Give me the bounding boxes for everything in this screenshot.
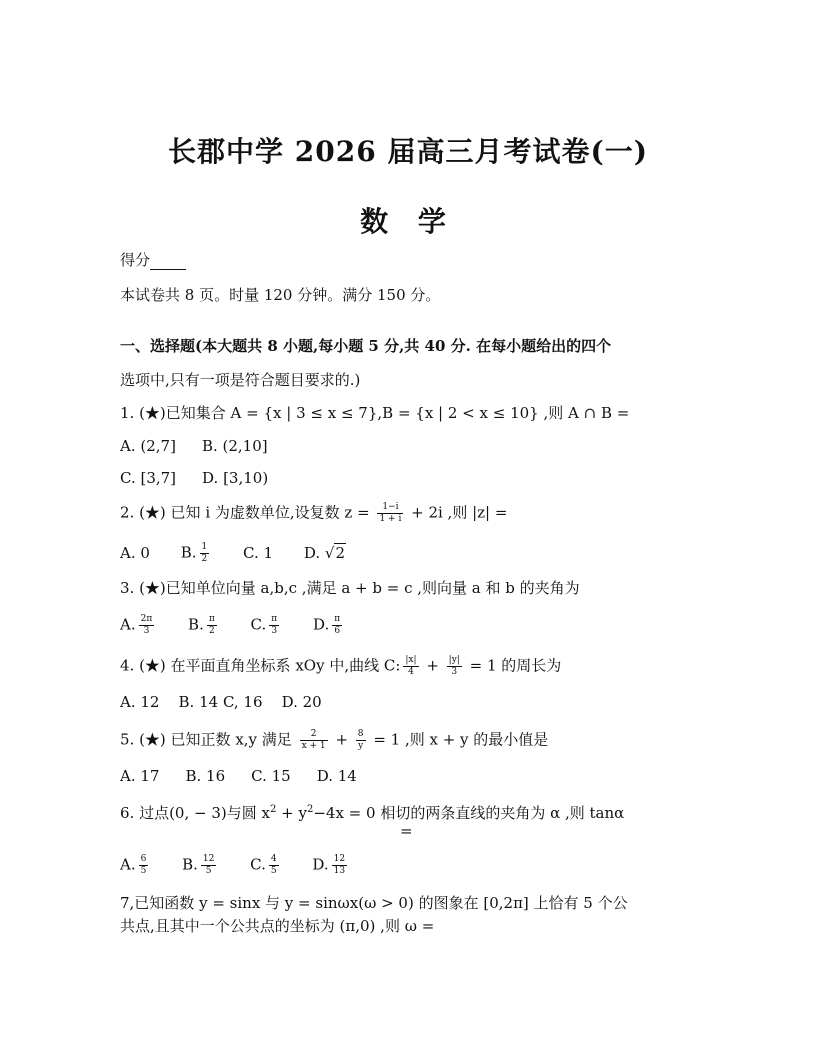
sqrt-symbol: √2 — [324, 543, 345, 562]
q3-option-c-label: C. — [250, 615, 267, 634]
subject-title: 数 学 — [360, 205, 456, 238]
q3-option-b-num: π — [208, 614, 215, 624]
q6-option-a-den: 5 — [140, 866, 147, 876]
question-6-options — [120, 854, 376, 877]
q5-frac-2-num: 8 — [357, 729, 364, 739]
section1-heading-cont: 选项中,只有一项是符合题目要求的.) — [120, 371, 361, 389]
q4-plus: + — [426, 656, 439, 675]
q6-option-a-num: 6 — [140, 854, 147, 864]
q6-option-b — [182, 854, 219, 877]
q2-option-d-radicand: 2 — [335, 543, 345, 562]
q3-option-a-frac — [139, 614, 155, 637]
q6-option-a — [120, 854, 151, 877]
q6-option-b-den: 5 — [205, 866, 212, 876]
q4-post: = 1 的周长为 — [469, 656, 562, 675]
q3-option-b-den: 2 — [208, 626, 215, 636]
q3-option-b-frac — [207, 614, 217, 637]
q3-option-a-den: 3 — [143, 626, 150, 636]
q3-option-d-label: D. — [312, 615, 330, 634]
question-6 — [120, 800, 624, 823]
q1-option-d: D. [3,10) — [202, 469, 269, 487]
q6-option-c-num: 4 — [270, 854, 277, 864]
q3-option-a-label: A. — [120, 615, 136, 634]
score-line — [120, 250, 186, 270]
q6-option-d-label: D. — [312, 855, 329, 874]
q6-sup-2: 2 — [306, 804, 314, 815]
q2-post: + 2i ,则 |z| = — [411, 503, 508, 522]
question-2-options — [120, 542, 372, 565]
question-4 — [120, 655, 561, 678]
q5-frac-2-den: y — [358, 741, 364, 751]
question-5-options — [120, 766, 383, 786]
q6-option-c-label: C. — [250, 855, 266, 874]
q2-option-b-num: 1 — [201, 542, 208, 552]
q4-pre: 4. (★) 在平面直角坐标系 xOy 中,曲线 C: — [120, 656, 401, 675]
q3-option-a-num: 2π — [140, 614, 153, 624]
q5-frac-1-num: 2 — [300, 729, 328, 741]
q2-option-b-label: B. — [180, 543, 197, 562]
q4-frac-1 — [403, 655, 418, 678]
q2-option-a: A. 0 — [120, 543, 150, 562]
q5-option-d: D. 14 — [316, 767, 357, 785]
q2-fraction — [377, 502, 403, 525]
q1-option-a: A. (2,7] — [120, 437, 176, 455]
q6-option-b-label: B. — [182, 855, 198, 874]
q4-frac-2 — [447, 655, 462, 678]
exam-title: 长郡中学 2026 届高三月考试卷(一) — [168, 135, 648, 168]
q3-option-d — [313, 614, 345, 637]
question-4-options: A. 12 B. 14 C, 16 D. 20 — [120, 693, 322, 711]
section1-heading: 一、选择题(本大题共 8 小题,每小题 5 分,共 40 分. 在每小题给出的四个 — [120, 337, 612, 355]
q2-option-b — [181, 542, 213, 565]
q6-option-d-den: 13 — [333, 866, 346, 876]
q6-option-d-num: 12 — [333, 854, 346, 864]
q2-option-c: C. 1 — [243, 543, 274, 562]
q2-option-d-label: D. — [303, 543, 321, 562]
q3-option-c — [251, 614, 283, 637]
q3-option-d-num: π — [334, 614, 341, 624]
q2-frac-den: 1 + i — [379, 514, 402, 524]
q6-option-c-frac — [269, 854, 279, 877]
question-5 — [120, 729, 548, 752]
question-2 — [120, 502, 507, 525]
q2-frac-num: 1−i — [377, 502, 403, 514]
q3-option-c-frac — [269, 614, 279, 637]
question-1: 1. (★)已知集合 A = {x | 3 ≤ x ≤ 7},B = {x | 2 < x ≤ 10} ,则 A ∩ B = — [120, 404, 630, 422]
q5-plus: + — [335, 730, 349, 749]
q6-option-c-den: 5 — [270, 866, 277, 876]
q6-text-b: + y — [276, 804, 307, 822]
q5-frac-2 — [356, 729, 366, 752]
q6-text-c: −4x = 0 相切的两条直线的夹角为 α ,则 tanα — [313, 804, 625, 822]
q5-option-b: B. 16 — [185, 767, 226, 785]
q6-option-a-label: A. — [120, 855, 136, 874]
q6-equals: = — [400, 822, 413, 840]
q5-frac-1 — [300, 729, 328, 752]
q6-option-d-frac — [332, 854, 347, 877]
q4-frac-2-num: |y| — [448, 655, 460, 665]
question-1-options-row1 — [120, 436, 294, 456]
q3-option-d-den: 6 — [334, 626, 341, 636]
q1-option-b: B. (2,10] — [201, 437, 268, 455]
q3-option-c-den: 3 — [271, 626, 278, 636]
q5-post: = 1 ,则 x + y 的最小值是 — [373, 730, 549, 749]
q6-sup-1: 2 — [269, 804, 277, 815]
q2-option-b-den: 2 — [201, 554, 208, 564]
q5-pre: 5. (★) 已知正数 x,y 满足 — [120, 730, 292, 749]
q2-option-b-frac — [200, 542, 210, 565]
q3-option-a — [120, 614, 157, 637]
q2-option-d — [304, 543, 346, 563]
q6-option-c — [250, 854, 281, 877]
q3-option-b-label: B. — [188, 615, 204, 634]
question-3-options — [120, 614, 371, 637]
score-label: 得分 — [120, 251, 151, 269]
score-blank — [150, 255, 186, 270]
q4-frac-2-den: 3 — [451, 667, 458, 677]
q3-option-d-frac — [332, 614, 342, 637]
q6-text-a: 6. 过点(0, − 3)与圆 x — [120, 804, 270, 822]
exam-info: 本试卷共 8 页。时量 120 分钟。满分 150 分。 — [120, 286, 441, 304]
question-7-line-1: 7,已知函数 y = sinx 与 y = sinωx(ω > 0) 的图象在 [0,2π] 上恰有 5 个公 — [120, 894, 628, 912]
q3-option-c-num: π — [271, 614, 278, 624]
q5-option-a: A. 17 — [120, 767, 160, 785]
q1-option-c: C. [3,7] — [120, 469, 177, 487]
q4-frac-1-den: 4 — [408, 667, 414, 677]
q2-pre: 2. (★) 已知 i 为虚数单位,设复数 z = — [120, 503, 370, 522]
question-1-options-row2 — [120, 468, 294, 488]
q5-option-c: C. 15 — [251, 767, 291, 785]
q6-option-d — [312, 854, 350, 877]
q6-option-a-frac — [139, 854, 149, 877]
q5-frac-1-den: x + 1 — [301, 741, 326, 751]
question-7-line-2: 共点,且其中一个公共点的坐标为 (π,0) ,则 ω = — [120, 917, 435, 935]
q6-option-b-frac — [201, 854, 216, 877]
q4-frac-1-num: |x| — [405, 655, 417, 665]
q6-option-b-num: 12 — [202, 854, 215, 864]
question-3: 3. (★)已知单位向量 a,b,c ,满足 a + b = c ,则向量 a 和 b 的夹角为 — [120, 579, 580, 597]
q3-option-b — [188, 614, 220, 637]
